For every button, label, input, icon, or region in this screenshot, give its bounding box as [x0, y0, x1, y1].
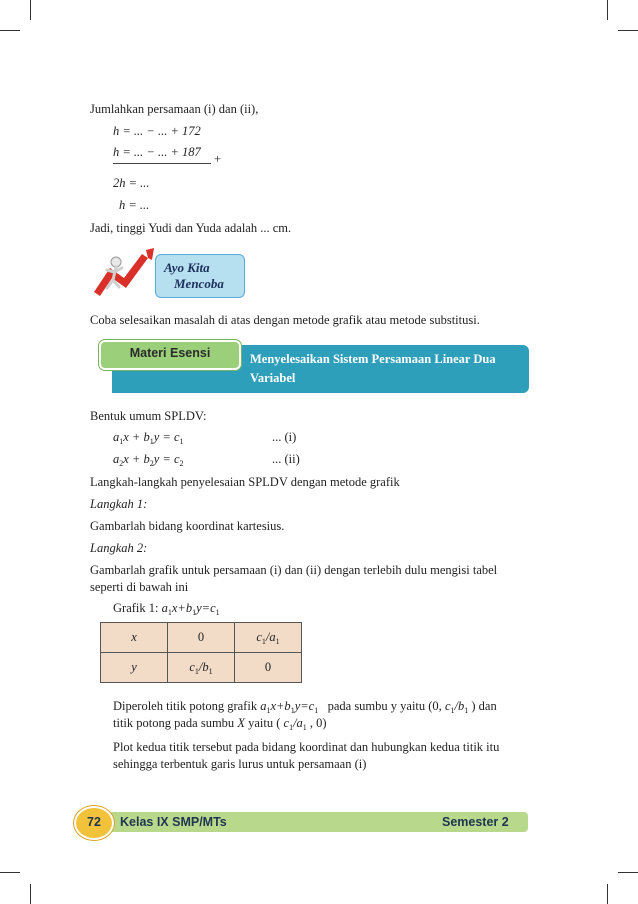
crop-mark	[618, 30, 638, 31]
text-fragment: titik potong pada sumbu	[113, 716, 235, 730]
general-equation-2: $a_2x + b_2y = c_2$	[113, 452, 184, 468]
ayo-label: Mencoba	[174, 276, 224, 291]
page-number: 72	[87, 815, 101, 829]
table-cell: 0	[235, 653, 302, 683]
equation-line: h = ... − ... + 187	[113, 145, 201, 159]
intersection-text: Diperoleh titik potong grafik $a_1x+b_1y=c_1$ pada sumbu y yaitu (0, $c_1/b_1$ ) dan	[113, 699, 497, 715]
crop-mark	[30, 0, 31, 20]
crop-mark	[607, 884, 608, 904]
table-row	[101, 653, 302, 683]
grafik-label-text: Grafik 1:	[113, 601, 159, 615]
step-text: Gambarlah bidang koordinat kartesius.	[90, 519, 285, 533]
banner-title: Variabel	[250, 371, 296, 385]
footer-book-title: Kelas IX SMP/MTs	[120, 815, 227, 829]
step-title: Langkah 2:	[90, 541, 148, 555]
page-number-badge	[74, 806, 114, 840]
table-cell: $c_1/a_1$	[235, 623, 302, 653]
crop-mark	[30, 884, 31, 904]
steps-intro: Langkah-langkah penyelesaian SPLDV dengan metode grafik	[90, 475, 400, 489]
crop-mark	[0, 872, 20, 873]
equation-line: 2h = ...	[113, 176, 150, 190]
text-fragment: Diperoleh titik potong grafik	[113, 699, 258, 713]
conclusion-text: Jadi, tinggi Yudi dan Yuda adalah ... cm.	[90, 221, 292, 235]
table-cell: 0	[168, 623, 235, 653]
text-fragment: X	[237, 716, 245, 730]
step-text: Gambarlah grafik untuk persamaan (i) dan (ii) dengan terlebih dulu mengisi tabel	[90, 563, 498, 577]
table-cell: $c_1/b_1$	[168, 653, 235, 683]
equation-line: h = ... − ... + 172	[113, 124, 201, 138]
ayo-label: Ayo Kita	[164, 260, 210, 275]
crop-mark	[618, 872, 638, 873]
table-cell: x	[101, 623, 168, 653]
crop-mark	[607, 0, 608, 20]
instruction-text: Jumlahkan persamaan (i) dan (ii),	[90, 102, 259, 116]
plot-text: Plot kedua titik tersebut pada bidang koordinat dan hubungkan kedua titik itu	[113, 740, 500, 754]
text-fragment: ) dan	[471, 699, 497, 713]
text-fragment: , 0)	[309, 716, 327, 730]
plus-sign: +	[214, 152, 222, 166]
runner-icon	[88, 248, 158, 298]
equation-label: ... (ii)	[272, 452, 300, 466]
instruction-text: Coba selesaikan masalah di atas dengan metode grafik atau metode substitusi.	[90, 313, 480, 327]
coordinate-table	[100, 622, 302, 683]
sum-rule	[113, 163, 211, 164]
step-title: Langkah 1:	[90, 497, 148, 511]
footer-semester: Semester 2	[442, 815, 509, 829]
table-row	[101, 623, 302, 653]
step-text: seperti di bawah ini	[90, 580, 189, 594]
banner-title: Menyelesaikan Sistem Persamaan Linear Dua	[250, 352, 496, 366]
text-fragment: pada sumbu y yaitu (0,	[327, 699, 442, 713]
text-fragment: yaitu (	[248, 716, 281, 730]
table-cell: y	[101, 653, 168, 683]
materi-esensi-tag	[99, 340, 241, 370]
equation-label: ... (i)	[272, 430, 297, 444]
ayo-kita-mencoba-box	[155, 254, 245, 298]
materi-esensi-label: Materi Esensi	[129, 346, 211, 360]
intersection-text: titik potong pada sumbu X yaitu ( $c_1/a_1$ , 0)	[113, 716, 327, 732]
grafik-label: Grafik 1: $a_1x+b_1y=c_1$	[113, 601, 220, 617]
general-equation-1: $a_1x + b_1y = c_1$	[113, 430, 184, 446]
plot-text: sehingga terbentuk garis lurus untuk persamaan (i)	[113, 757, 367, 771]
section-heading: Bentuk umum SPLDV:	[90, 409, 207, 423]
crop-mark	[0, 30, 20, 31]
equation-line: h = ...	[119, 198, 150, 212]
